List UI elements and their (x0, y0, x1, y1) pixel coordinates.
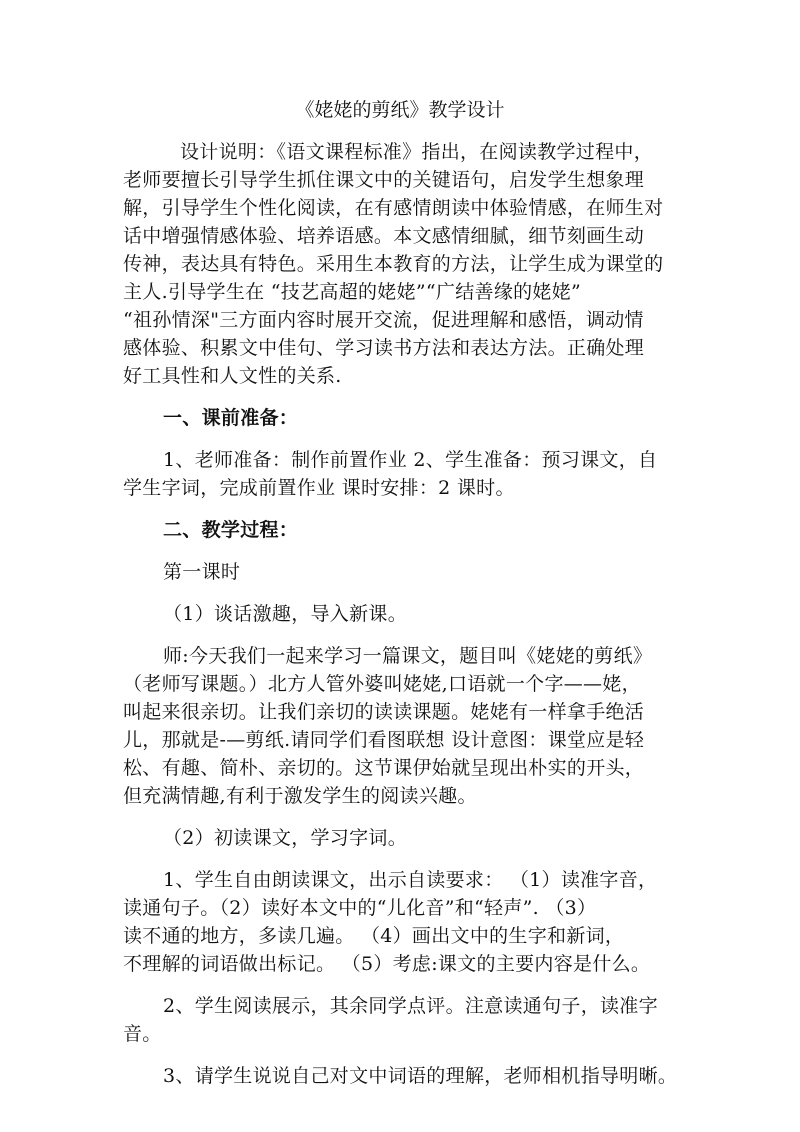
body-line: 但充满情趣,有利于激发学生的阅读兴趣。 (123, 785, 477, 807)
body-line: 2、学生阅读展示，其余同学点评。注意读通句子，读准字 (163, 995, 658, 1017)
body-line: 师:今天我们一起来学习一篇课文，题目叫《姥姥的剪纸》 (163, 645, 653, 667)
intro-line: 老师要擅长引导学生抓住课文中的关键语句，启发学生想象理 (123, 169, 645, 191)
step-heading: （2）初读课文，学习字词。 (163, 827, 407, 849)
intro-line: 主人.引导学生在 “技艺高超的姥姥”“广结善缘的姥姥” (123, 281, 582, 303)
body-line: 松、有趣、简朴、亲切的。这节课伊始就呈现出朴实的开头， (123, 757, 645, 779)
body-line: 1、老师准备：制作前置作业 2、学生准备：预习课文，自 (163, 449, 658, 471)
intro-line: 话中增强情感体验、培养语感。本文感情细腻，细节刻画生动 (123, 225, 645, 247)
body-line: 学生字词，完成前置作业 课时安排：2 课时。 (123, 477, 515, 499)
body-line: 读通句子。（2）读好本文中的“儿化音”和“轻声”. （3） (123, 897, 597, 919)
body-line: 读不通的地方，多读几遍。 （4）画出文中的生字和新词， (123, 925, 625, 947)
body-line: 1、学生自由朗读课文，出示自读要求： （1）读准字音， (163, 869, 658, 891)
intro-line: 感体验、积累文中佳句、学习读书方法和表达方法。正确处理 (123, 337, 645, 359)
body-line: 3、请学生说说自己对文中词语的理解，老师相机指导明晰。 (163, 1065, 678, 1087)
body-line: 儿，那就是-—剪纸.请同学们看图联想 设计意图：课堂应是轻 (123, 729, 645, 751)
body-line: 叫起来很亲切。让我们亲切的读读课题。姥姥有一样拿手绝活 (123, 701, 645, 723)
lesson-label: 第一课时 (163, 561, 241, 583)
step-heading: （1）谈话激趣，导入新课。 (163, 603, 407, 625)
intro-line: “祖孙情深"三方面内容时展开交流，促进理解和感悟，调动情 (123, 309, 644, 331)
intro-line: 传神，表达具有特色。采用生本教育的方法，让学生成为课堂的 (123, 253, 664, 275)
body-line: （老师写课题。）北方人管外婆叫姥姥,口语就一个字——姥， (123, 673, 641, 695)
body-line: 音。 (123, 1023, 162, 1045)
section-heading: 一、课前准备： (163, 407, 299, 429)
document-title: 《姥姥的剪纸》教学设计 (295, 99, 505, 121)
intro-line: 设计说明：《语文课程标准》指出，在阅读教学过程中， (180, 141, 654, 163)
intro-line: 解，引导学生个性化阅读，在有感情朗读中体验情感，在师生对 (123, 197, 664, 219)
section-heading: 二、教学过程： (163, 519, 299, 541)
body-line: 不理解的词语做出标记。 （5）考虑:课文的主要内容是什么。 (123, 953, 651, 975)
intro-line: 好工具性和人文性的关系. (123, 365, 342, 387)
